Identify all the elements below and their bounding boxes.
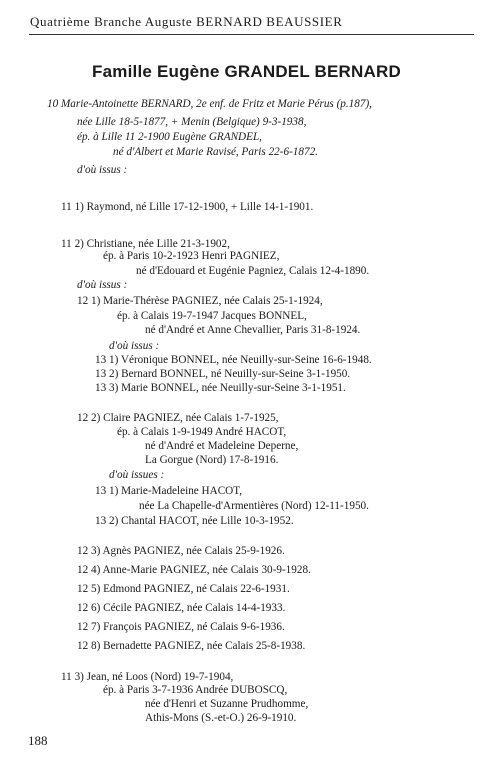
entry-line: 11 1) Raymond, né Lille 17-12-1900, + Lille 14-1-1901.	[61, 201, 314, 213]
entry-line: ép. à Calais 1-9-1949 André HACOT,	[117, 426, 287, 438]
entry-line: né d'Edouard et Eugénie Pagniez, Calais 12-4-1890.	[136, 265, 370, 277]
entry-line: 13 3) Marie BONNEL, née Neuilly-sur-Seine 3-1-1951.	[95, 382, 346, 394]
entry-line: 11 2) Christiane, née Lille 21-3-1902,	[61, 238, 230, 250]
entry-line: 13 2) Chantal HACOT, née Lille 10-3-1952.	[95, 515, 294, 527]
entry-line: 12 5) Edmond PAGNIEZ, né Calais 22-6-1931.	[77, 583, 290, 595]
entry-line: né d'André et Madeleine Deperne,	[145, 440, 299, 452]
entry-line: Athis-Mons (S.-et-O.) 26-9-1910.	[145, 712, 297, 724]
entry-line: 12 6) Cécile PAGNIEZ, née Calais 14-4-1933.	[77, 602, 286, 614]
entry-line: 12 8) Bernadette PAGNIEZ, née Calais 25-8-1938.	[77, 640, 306, 652]
running-head: Quatrième Branche Auguste BERNARD BEAUSSIER	[30, 14, 343, 29]
entry-line: né d'Albert et Marie Ravisé, Paris 22-6-1872.	[113, 146, 318, 158]
page-title: Famille Eugène GRANDEL BERNARD	[92, 62, 401, 81]
entry-line: 12 1) Marie-Thérèse PAGNIEZ, née Calais 25-1-1924,	[77, 295, 323, 307]
entry-line: d'où issues :	[109, 469, 165, 481]
entry-line: 13 2) Bernard BONNEL, né Neuilly-sur-Seine 3-1-1950.	[95, 368, 351, 380]
entry-line: née La Chapelle-d'Armentières (Nord) 12-11-1950.	[139, 500, 369, 512]
entry-line: 10 Marie-Antoinette BERNARD, 2e enf. de Fritz et Marie Pérus (p.187),	[47, 98, 372, 110]
entry-line: 13 1) Marie-Madeleine HACOT,	[95, 485, 243, 497]
entry-line: ép. à Paris 3-7-1936 Andrée DUBOSCQ,	[103, 684, 288, 696]
entry-line: né d'André et Anne Chevallier, Paris 31-8-1924.	[145, 324, 361, 336]
entry-line: 13 1) Véronique BONNEL, née Neuilly-sur-Seine 16-6-1948.	[95, 354, 372, 366]
entry-line: née Lille 18-5-1877, + Menin (Belgique) 9-3-1938,	[77, 116, 307, 128]
entry-line: 11 3) Jean, né Loos (Nord) 19-7-1904,	[61, 671, 234, 683]
page-number: 188	[28, 733, 48, 748]
entry-line: 12 7) François PAGNIEZ, né Calais 9-6-1936.	[77, 621, 285, 633]
entry-line: ép. à Calais 19-7-1947 Jacques BONNEL,	[117, 310, 307, 322]
entry-line: d'où issus :	[77, 279, 128, 291]
header-rule	[29, 34, 474, 35]
entry-line: ép. à Paris 10-2-1923 Henri PAGNIEZ,	[103, 250, 280, 262]
entry-line: 12 2) Claire PAGNIEZ, née Calais 1-7-1925,	[77, 412, 279, 424]
entry-line: 12 3) Agnès PAGNIEZ, née Calais 25-9-1926.	[77, 545, 285, 557]
entry-line: 12 4) Anne-Marie PAGNIEZ, née Calais 30-9-1928.	[77, 564, 311, 576]
entry-line: La Gorgue (Nord) 17-8-1916.	[145, 454, 279, 466]
entry-line: ép. à Lille 11 2-1900 Eugène GRANDEL,	[77, 131, 262, 143]
entry-line: d'où issus :	[77, 164, 128, 176]
entry-line: d'où issus :	[109, 340, 160, 352]
entry-line: née d'Henri et Suzanne Prudhomme,	[145, 698, 309, 710]
